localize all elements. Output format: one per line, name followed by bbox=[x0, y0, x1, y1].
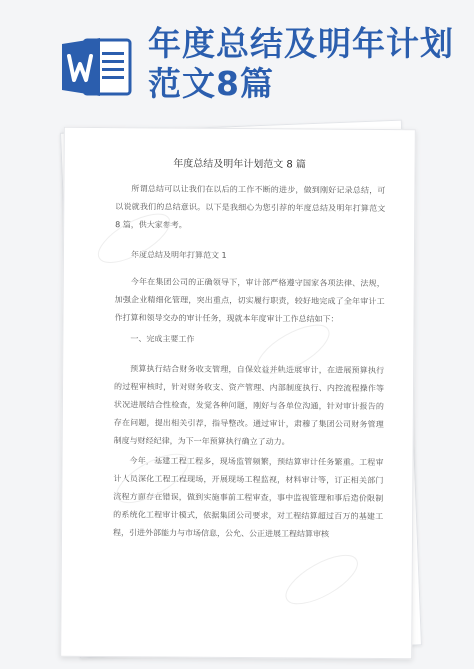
document-title: 年度总结及明年计划范文 8 篇 bbox=[173, 158, 306, 171]
word-doc-icon bbox=[60, 34, 136, 100]
subsection-heading: 一、完成主要工作 bbox=[130, 334, 195, 344]
body-paragraph: 今年，基建工程工程多，现场监管频繁，预结算审计任务繁重。工程审计人员深化工程工程现场，开展现场工程监视，材料审计等，订正相关部门流程方面存在错误，做到实施事前工程审查，事中监视管理和事后造价限制的系统化工程审计模式，依据集团公司要求，对工程结算超过百万的基建工程，引进外部能力与市场信息，公允、公正进展工程结算审核 bbox=[112, 456, 384, 539]
page-header bbox=[0, 0, 474, 118]
section-heading: 年度总结及明年打算范文 1 bbox=[130, 250, 227, 260]
document-page bbox=[60, 127, 416, 659]
body-paragraph: 预算执行结合财务收支管理，自保效益并轨进展审计，在进展预算执行的过程审核时，针对财务收支、资产管理、内部制度执行、内控流程操作等状况进展结合性检查，发觉各种问题，刚好与各单位沟通，针对审计报告的存在问题，提出相关引荐，指导整改。通过审计，肃穆了集团公司财务管理制度与财经纪律，为下一年预算执行确立了动力。 bbox=[113, 364, 385, 447]
intro-paragraph: 所谓总结可以让我们在以后的工作不断的进步，做到刚好记录总结，可以说就我们的总结意识。以下是我细心为您引荐的年度总结及明年打算范文 8 篇，供大家参考。 bbox=[115, 184, 386, 230]
page-title: 年度总结及明年计划范文8篇 bbox=[148, 24, 454, 103]
body-paragraph: 今年在集团公司的正确领导下，审计部严格遵守国家各项法律、法规，加强企业精细化管理，突出重点，切实履行职责，较好地完成了全年审计工作打算和领导交办的审计任务，现就本年度审计工作总结如下： bbox=[114, 277, 385, 324]
